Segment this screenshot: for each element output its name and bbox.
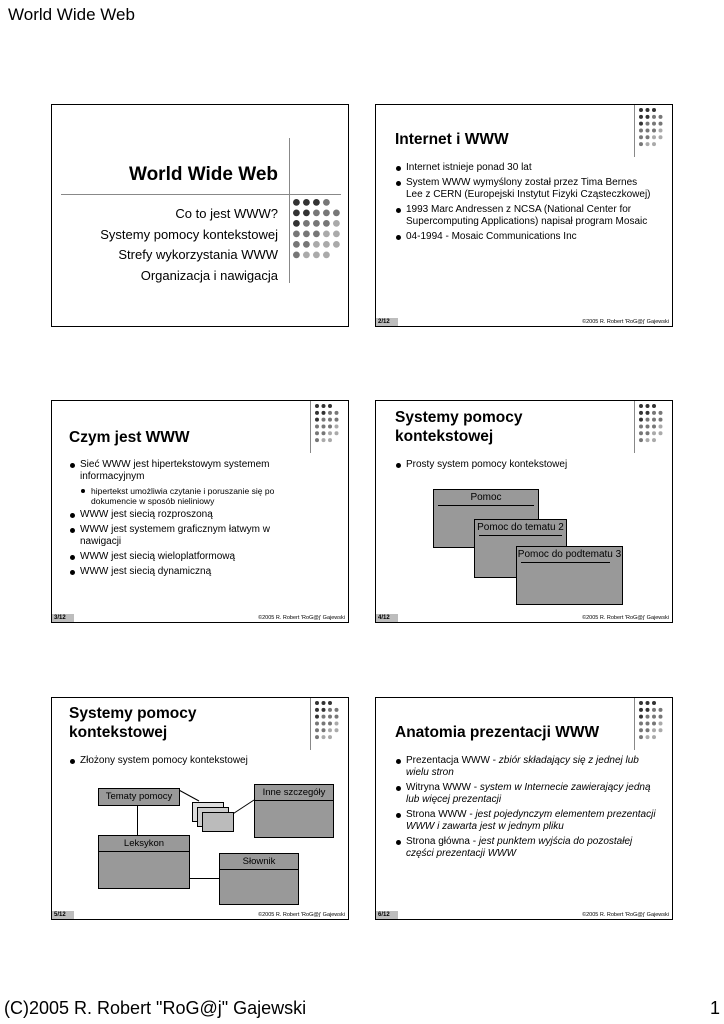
list-item: 1993 Marc Andressen z NCSA (National Center for Supercomputing Applications) napisał program Mosaic [395,204,653,228]
slide-title-line: kontekstowej [395,428,494,445]
list-item: Sieć WWW jest hipertekstowym systemem informacyjnym [69,459,305,483]
bullet-list [395,755,657,863]
slide-number: 2/12 [376,318,398,326]
agenda-item: Organizacja i nawigacja [140,267,278,283]
slide-title-line: Systemy pomocy [69,705,197,722]
list-item: Internet istnieje ponad 30 lat [395,162,653,174]
slide-title: World Wide Web [128,164,278,185]
list-item: 04-1994 - Mosaic Communications Inc [395,231,653,243]
help-box: Leksykon [98,835,190,889]
slide-number: 4/12 [376,614,398,622]
slide-title: Anatomia prezentacji WWW [395,724,600,741]
bullet-list [395,162,653,246]
help-box: Słownik [219,853,299,905]
slide-title: Internet i WWW [395,131,509,148]
bullet-list [395,459,645,474]
page-stack [202,812,234,832]
agenda-item: Co to jest WWW? [175,206,278,221]
slide-number: 5/12 [52,911,74,919]
dots-decoration-icon [638,107,664,155]
document-footer: (C)2005 R. Robert "RoG@j" Gajewski [4,998,307,1018]
list-subitem: hipertekst umożliwia czytanie i poruszanie się po dokumencie w sposób nieliniowy [69,486,305,506]
slide-number: 3/12 [52,614,74,622]
list-item: Strona główna - jest punktem wyjścia do pozostałej części prezentacji WWW [395,836,657,860]
list-item: Prosty system pomocy kontekstowej [395,459,645,471]
agenda-list [100,204,278,286]
dots-decoration-icon [314,700,340,748]
bullet-list [69,755,319,770]
slide-title-line: kontekstowej [69,724,168,741]
list-item: WWW jest siecią wieloplatformową [69,551,305,563]
help-box: Pomoc do podtematu 3 [516,546,623,605]
slide-number: 6/12 [376,911,398,919]
slide-copyright: ©2005 R. Robert 'RoG@j' Gajewski [258,912,345,918]
agenda-item: Strefy wykorzystania WWW [118,247,278,262]
help-box: Inne szczegóły [254,784,334,838]
list-item: System WWW wymyślony został przez Tima Bernes Lee z CERN (Europejski Instytut Fizyki Cząsteczkowej) [395,177,653,201]
agenda-item: Systemy pomocy kontekstowej [100,226,278,242]
list-item: WWW jest siecią rozproszoną [69,509,305,521]
slide-copyright: ©2005 R. Robert 'RoG@j' Gajewski [582,615,669,621]
slide-4 [375,400,673,623]
list-item: Strona WWW - jest pojedynczym elementem prezentacji WWW i zawarta jest w jednym pliku [395,809,657,833]
slide-1 [51,104,349,327]
slide-copyright: ©2005 R. Robert 'RoG@j' Gajewski [582,912,669,918]
bullet-list [69,459,305,581]
help-box: Pomoc do tematu 2 [474,519,567,578]
dots-decoration-icon [292,198,344,278]
slide-title [69,704,197,742]
dots-decoration-icon [314,403,340,451]
slide-2 [375,104,673,327]
dots-decoration-icon [638,403,664,451]
list-item: Złożony system pomocy kontekstowej [69,755,319,767]
list-item: Prezentacja WWW - zbiór składający się z jednej lub wielu stron [395,755,657,779]
page-number: 1 [709,998,720,1018]
list-item: WWW jest systemem graficznym łatwym w nawigacji [69,524,305,548]
slide-3 [51,400,349,623]
slide-title [395,408,523,446]
help-box: Pomoc [433,489,539,548]
document-title: World Wide Web [8,5,135,24]
slide-6 [375,697,673,920]
list-item: WWW jest siecią dynamiczną [69,566,305,578]
slide-title: Czym jest WWW [69,429,190,446]
slide-5 [51,697,349,920]
list-item: Witryna WWW - system w Internecie zawierający jedną lub więcej prezentacji [395,782,657,806]
slide-title-line: Systemy pomocy [395,409,523,426]
slide-copyright: ©2005 R. Robert 'RoG@j' Gajewski [258,615,345,621]
slide-copyright: ©2005 R. Robert 'RoG@j' Gajewski [582,319,669,325]
help-box: Tematy pomocy [98,788,180,806]
dots-decoration-icon [638,700,664,748]
